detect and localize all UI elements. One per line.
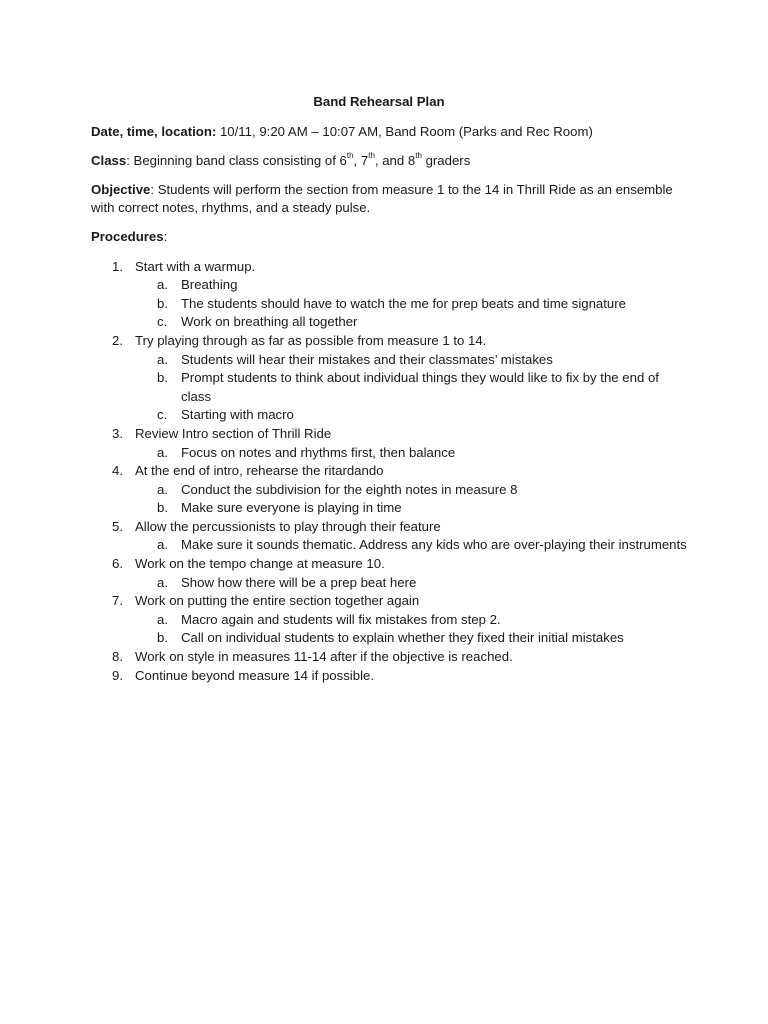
ordinal-suffix: th	[346, 151, 354, 161]
sub-step-item	[135, 351, 691, 370]
objective-line	[91, 181, 691, 218]
sub-step-text: Make sure everyone is playing in time	[181, 500, 402, 516]
sub-step-item	[135, 629, 691, 648]
procedure-item	[91, 648, 691, 667]
procedure-number: 3.	[112, 425, 123, 441]
document-title: Band Rehearsal Plan	[313, 94, 445, 109]
procedure-text: Allow the percussionists to play through their feature	[135, 518, 441, 534]
sub-step-text: Focus on notes and rhythms first, then balance	[181, 444, 456, 460]
procedure-number: 8.	[112, 649, 123, 665]
sub-step-list	[135, 276, 691, 332]
sub-step-item	[135, 499, 691, 518]
sub-step-letter: a.	[157, 537, 168, 553]
sub-step-text: Conduct the subdivision for the eighth notes in measure 8	[181, 481, 518, 497]
class-text: : Beginning band class consisting of 6	[126, 152, 347, 168]
sub-step-text: Breathing	[181, 277, 238, 293]
date-time-location-label: Date, time, location:	[91, 123, 217, 139]
procedure-text: At the end of intro, rehearse the ritardando	[135, 463, 384, 479]
procedure-number: 1.	[112, 258, 123, 274]
procedure-item	[91, 332, 691, 425]
sub-step-text: Show how there will be a prep beat here	[181, 574, 417, 590]
ordinal-suffix: th	[368, 151, 375, 161]
procedure-text: Work on putting the entire section together again	[135, 593, 420, 609]
procedure-text: Continue beyond measure 14 if possible.	[135, 667, 374, 683]
sub-step-item	[135, 313, 691, 332]
document-page	[91, 93, 691, 685]
sub-step-letter: a.	[157, 351, 168, 367]
sub-step-text: Macro again and students will fix mistakes from step 2.	[181, 611, 501, 627]
procedure-number: 7.	[112, 593, 123, 609]
procedure-number: 4.	[112, 463, 123, 479]
sub-step-letter: b.	[157, 630, 168, 646]
procedure-item	[91, 462, 691, 518]
sub-step-text: Starting with macro	[181, 407, 294, 423]
sub-step-list	[135, 611, 691, 648]
class-label: Class	[91, 152, 127, 168]
sub-step-text: Prompt students to think about individual things they would like to fix by the end of class	[181, 370, 659, 404]
class-text: , 7	[353, 152, 369, 168]
sub-step-letter: c.	[157, 314, 168, 330]
sub-step-text: Work on breathing all together	[181, 314, 358, 330]
procedure-item	[91, 667, 691, 686]
sub-step-item	[135, 444, 691, 463]
sub-step-item	[135, 536, 691, 555]
procedures-list	[91, 258, 691, 686]
class-text: graders	[421, 152, 471, 168]
procedures-heading	[91, 228, 691, 247]
sub-step-text: Call on individual students to explain whether they fixed their initial mistakes	[181, 630, 624, 646]
ordinal-suffix: th	[415, 151, 422, 161]
sub-step-item	[135, 295, 691, 314]
sub-step-letter: b.	[157, 370, 168, 386]
sub-step-text: Make sure it sounds thematic. Address any kids who are over-playing their instruments	[181, 537, 687, 553]
sub-step-item	[135, 611, 691, 630]
procedure-text: Work on the tempo change at measure 10.	[135, 556, 385, 572]
sub-step-letter: b.	[157, 295, 168, 311]
procedure-number: 5.	[112, 518, 123, 534]
sub-step-item	[135, 406, 691, 425]
sub-step-letter: c.	[157, 407, 168, 423]
sub-step-list	[135, 574, 691, 593]
procedure-text: Work on style in measures 11-14 after if the objective is reached.	[135, 649, 513, 665]
procedure-item	[91, 518, 691, 555]
sub-step-letter: a.	[157, 611, 168, 627]
sub-step-item	[135, 574, 691, 593]
sub-step-item	[135, 276, 691, 295]
procedure-text: Try playing through as far as possible from measure 1 to 14.	[135, 332, 487, 348]
procedure-number: 2.	[112, 332, 123, 348]
procedure-number: 9.	[112, 667, 123, 683]
sub-step-list	[135, 536, 691, 555]
date-time-location-value: 10/11, 9:20 AM – 10:07 AM, Band Room (Parks and Rec Room)	[216, 123, 593, 139]
objective-value: : Students will perform the section from measure 1 to the 14 in Thrill Ride as an ensemble with correct notes, rhythms, and a steady pulse.	[91, 181, 673, 216]
procedures-colon: :	[163, 229, 168, 245]
procedure-item	[91, 555, 691, 592]
sub-step-list	[135, 351, 691, 425]
sub-step-item	[135, 369, 691, 406]
procedures-label: Procedures	[91, 229, 164, 245]
sub-step-letter: a.	[157, 277, 168, 293]
sub-step-list	[135, 444, 691, 463]
sub-step-letter: a.	[157, 481, 168, 497]
procedure-number: 6.	[112, 556, 123, 572]
sub-step-letter: a.	[157, 574, 168, 590]
procedure-item	[91, 592, 691, 648]
procedure-item	[91, 425, 691, 462]
sub-step-item	[135, 481, 691, 500]
class-text: , and 8	[374, 152, 416, 168]
sub-step-letter: a.	[157, 444, 168, 460]
sub-step-text: Students will hear their mistakes and their classmates’ mistakes	[181, 351, 553, 367]
date-time-location	[91, 123, 691, 142]
procedure-item	[91, 258, 691, 332]
objective-label: Objective	[91, 181, 151, 197]
sub-step-list	[135, 481, 691, 518]
sub-step-text: The students should have to watch the me for prep beats and time signature	[181, 295, 626, 311]
sub-step-letter: b.	[157, 500, 168, 516]
procedure-text: Start with a warmup.	[135, 258, 256, 274]
procedure-text: Review Intro section of Thrill Ride	[135, 425, 332, 441]
class-line	[91, 152, 691, 171]
